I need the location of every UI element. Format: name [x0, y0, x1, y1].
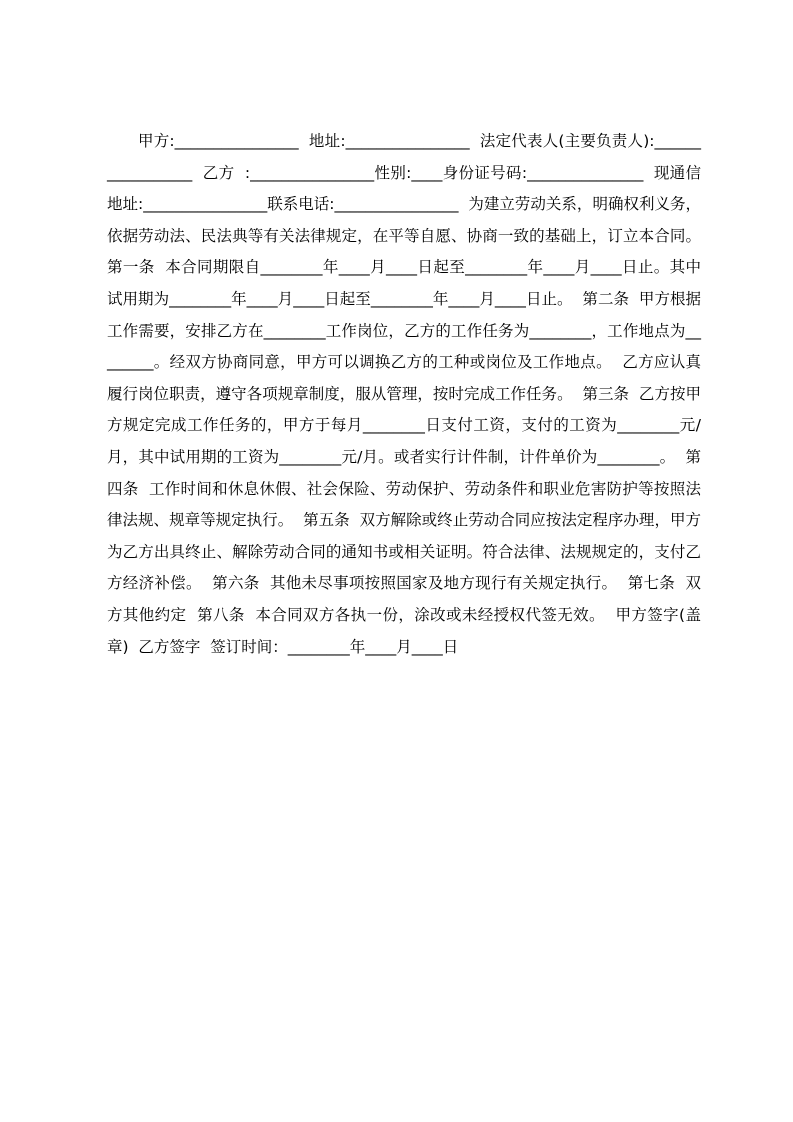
- contract-body-text: 甲方:________________ 地址:________________ 法定代表人(主要负责人):_________________ 乙方 :________________性别:____身份证号码:_______________ 现通信地址:________________联系电话:________________ 为建立劳动关系，明确权利义务，依据劳动法、民法典等有关法律规定，在平等自愿、协商一致的基础上，订立本合同。 第一条 本合同期限自________年____月____日起至________年____月____日止。其中试用期为________年____月____日起至________年____月____日止。 第二条 甲方根据工作需要，安排乙方在________工作岗位，乙方的工作任务为________，工作地点为________。经双方协商同意，甲方可以调换乙方的工种或岗位及工作地点。 乙方应认真履行岗位职责，遵守各项规章制度，服从管理，按时完成工作任务。 第三条 乙方按甲方规定完成工作任务的，甲方于每月________日支付工资，支付的工资为________元/月，其中试用期的工资为________元/月。或者实行计件制，计件单价为________。 第四条 工作时间和休息休假、社会保险、劳动保护、劳动条件和职业危害防护等按照法律法规、规章等规定执行。 第五条 双方解除或终止劳动合同应按法定程序办理，甲方为乙方出具终止、解除劳动合同的通知书或相关证明。符合法律、法规规定的，支付乙方经济补偿。 第六条 其他未尽事项按照国家及地方现行有关规定执行。 第七条 双方其他约定 第八条 本合同双方各执一份，涂改或未经授权代签无效。 甲方签字(盖章) 乙方签字 签订时间：________年____月____日: [107, 132, 711, 656]
